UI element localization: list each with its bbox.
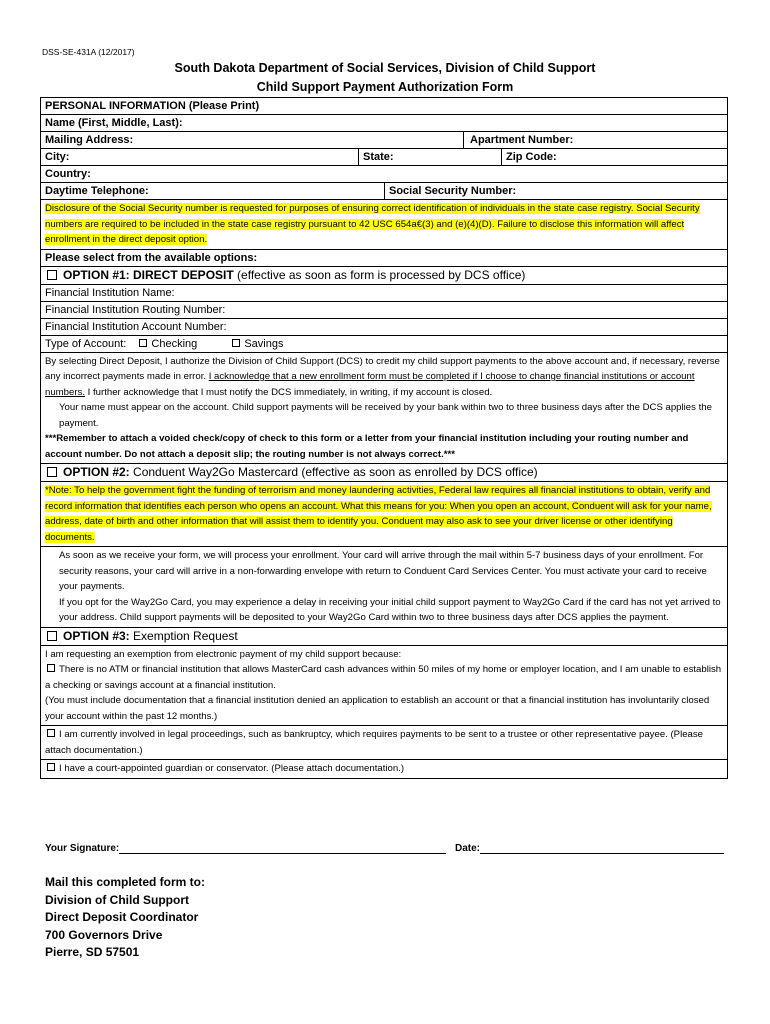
form-table	[40, 97, 728, 779]
savings-checkbox[interactable]	[232, 339, 240, 347]
reason2-row	[41, 726, 727, 760]
signature-line[interactable]	[119, 842, 446, 854]
option3-intro: I am requesting an exemption from electronic payment of my child support because:	[45, 648, 402, 660]
mail-heading: Mail this completed form to:	[45, 875, 206, 889]
mail-line-3: 700 Governors Drive	[45, 927, 163, 942]
signature-field[interactable]	[45, 842, 446, 854]
option3-reason1-block	[41, 646, 727, 727]
state-field[interactable]: State:	[358, 149, 501, 165]
reason3-text: I have a court-appointed guardian or conservator. (Please attach documentation.)	[59, 763, 405, 774]
authorization-text-a: By selecting Direct Deposit, I authorize the Division of Child Support (DCS) to credit my child support payments to the above account and, if necessary, reverse any incorrect payments made in error.	[45, 355, 720, 382]
country-field[interactable]: Country:	[41, 166, 727, 183]
mailing-address-field[interactable]: Mailing Address:	[45, 134, 134, 146]
account-number-field[interactable]: Financial Institution Account Number:	[41, 319, 727, 336]
page-subtitle: Child Support Payment Authorization Form	[256, 80, 514, 94]
option3-label: OPTION #3:	[63, 628, 130, 643]
city-row	[41, 149, 727, 166]
option2-header	[41, 464, 727, 482]
mail-line-2: Direct Deposit Coordinator	[45, 910, 199, 924]
signature-label: Your Signature:	[45, 843, 120, 854]
option3-note: Exemption Request	[129, 628, 238, 643]
option2-enrollment-text: As soon as we receive your form, we will process your enrollment. Your card will arrive through the mail within 5-7 business days of your enrollment. For security reasons, your card will arrive in a non-forwarding envelope with return to Conduent Card Services Center. You must activate your card to receive your payments.	[59, 550, 707, 592]
option1-checkbox[interactable]	[47, 270, 57, 280]
reason2-checkbox[interactable]	[47, 729, 55, 737]
date-line[interactable]	[480, 842, 724, 854]
authorization-text-b: I further acknowledge that I must notify the DCS immediately, in writing, if my account is closed.	[85, 386, 493, 398]
account-type-row	[41, 336, 727, 353]
reason1-note: (You must include documentation that a financial institution denied an application to establish an account or that a financial institution has involuntarily closed your account within the past 12 months.)	[45, 695, 710, 722]
option1-account-text: Your name must appear on the account. Child support payments will be received by your bank within two to three business days after the DCS applies the payment.	[59, 402, 712, 429]
ssn-field[interactable]: Social Security Number:	[384, 183, 727, 199]
authorization-text-underlined: I acknowledge that a new enrollment form must be completed if I choose to change financial institutions or account numbers.	[45, 371, 695, 398]
option3-checkbox[interactable]	[47, 631, 57, 641]
date-label: Date:	[455, 843, 481, 854]
mail-line-4: Pierre, SD 57501	[45, 945, 140, 959]
phone-row	[41, 183, 727, 200]
option2-checkbox[interactable]	[47, 467, 57, 477]
mailing-instructions	[45, 874, 205, 962]
option2-terms	[41, 547, 727, 628]
checking-label: Checking	[151, 337, 198, 350]
routing-number-field[interactable]: Financial Institution Routing Number:	[41, 302, 727, 319]
mailing-row	[41, 132, 727, 149]
account-type-label: Type of Account:	[45, 337, 127, 350]
option3-header	[41, 628, 727, 646]
personal-heading: PERSONAL INFORMATION (Please Print)	[41, 98, 727, 115]
institution-name-field[interactable]: Financial Institution Name:	[41, 285, 727, 302]
option1-note: (effective as soon as form is processed by DCS office)	[233, 267, 526, 282]
option1-header	[41, 267, 727, 285]
option1-authorization-text	[45, 354, 723, 401]
phone-field[interactable]: Daytime Telephone:	[45, 185, 149, 197]
mail-line-1: Division of Child Support	[45, 892, 189, 907]
checking-checkbox[interactable]	[139, 339, 147, 347]
reason1-checkbox[interactable]	[47, 664, 55, 672]
option2-note: Conduent Way2Go Mastercard (effective as soon as enrolled by DCS office)	[129, 465, 538, 479]
reason3-row	[41, 760, 727, 778]
option2-label: OPTION #2:	[63, 465, 130, 479]
option1-label: OPTION #1: DIRECT DEPOSIT	[63, 267, 234, 282]
option1-reminder: ***Remember to attach a voided check/copy of check to this form or a letter from your financial institution including your routing number and account number. Do not attach a deposit slip; the routing number is not always correct.***	[45, 433, 689, 460]
reason1-text: There is no ATM or financial institution that allows MasterCard cash advances within 50 miles of my home or employer location, and I am unable to establish a checking or savings account at a financial institution.	[45, 664, 722, 691]
name-field[interactable]: Name (First, Middle, Last):	[41, 115, 727, 132]
disclosure-text: Disclosure of the Social Security number is requested for purposes of ensuring correct identification of individuals in the state case registry. Social Security numbers are required to be included in the state case registry pursuant to 42 USC 654a€(3) and (e)(4)(D). Failure to disclose this information will affect enrollment in the direct deposit option.	[45, 203, 700, 245]
warning-text: *Note: To help the government fight the funding of terrorism and money laundering activities, Federal law requires all financial institutions to obtain, verify and record information that identifies each person who opens an account. What this means for you: When you open an account, Conduent will ask for your name, address, date of birth and other information that will assist them to identify you. Conduent may also ask to see your driver license or other identifying documents.	[45, 485, 712, 543]
form-code: DSS-SE-431A (12/2017)	[42, 47, 135, 57]
savings-label: Savings	[244, 337, 284, 350]
ssn-disclosure	[41, 200, 727, 250]
reason2-text: I am currently involved in legal proceedings, such as bankruptcy, which requires payments to be sent to a trustee or other representative payee. (Please attach documentation.)	[45, 729, 704, 756]
zip-field[interactable]: Zip Code:	[501, 149, 727, 165]
reason1-row	[45, 662, 723, 693]
apartment-field[interactable]: Apartment Number:	[463, 132, 727, 148]
option2-delay-text: If you opt for the Way2Go Card, you may experience a delay in receiving your initial child support payment to Way2Go Card if the card has not yet arrived to your address. Child support payments will be deposited to your Way2Go Card within two to three business days after DCS applies the payment.	[59, 596, 721, 623]
city-field[interactable]: City:	[45, 151, 70, 163]
reason3-checkbox[interactable]	[47, 763, 55, 771]
option1-terms	[41, 353, 727, 465]
select-heading: Please select from the available options:	[41, 250, 727, 267]
page-title: South Dakota Department of Social Services, Division of Child Support	[174, 61, 596, 75]
date-field[interactable]	[455, 842, 724, 854]
option2-warning	[41, 482, 727, 547]
